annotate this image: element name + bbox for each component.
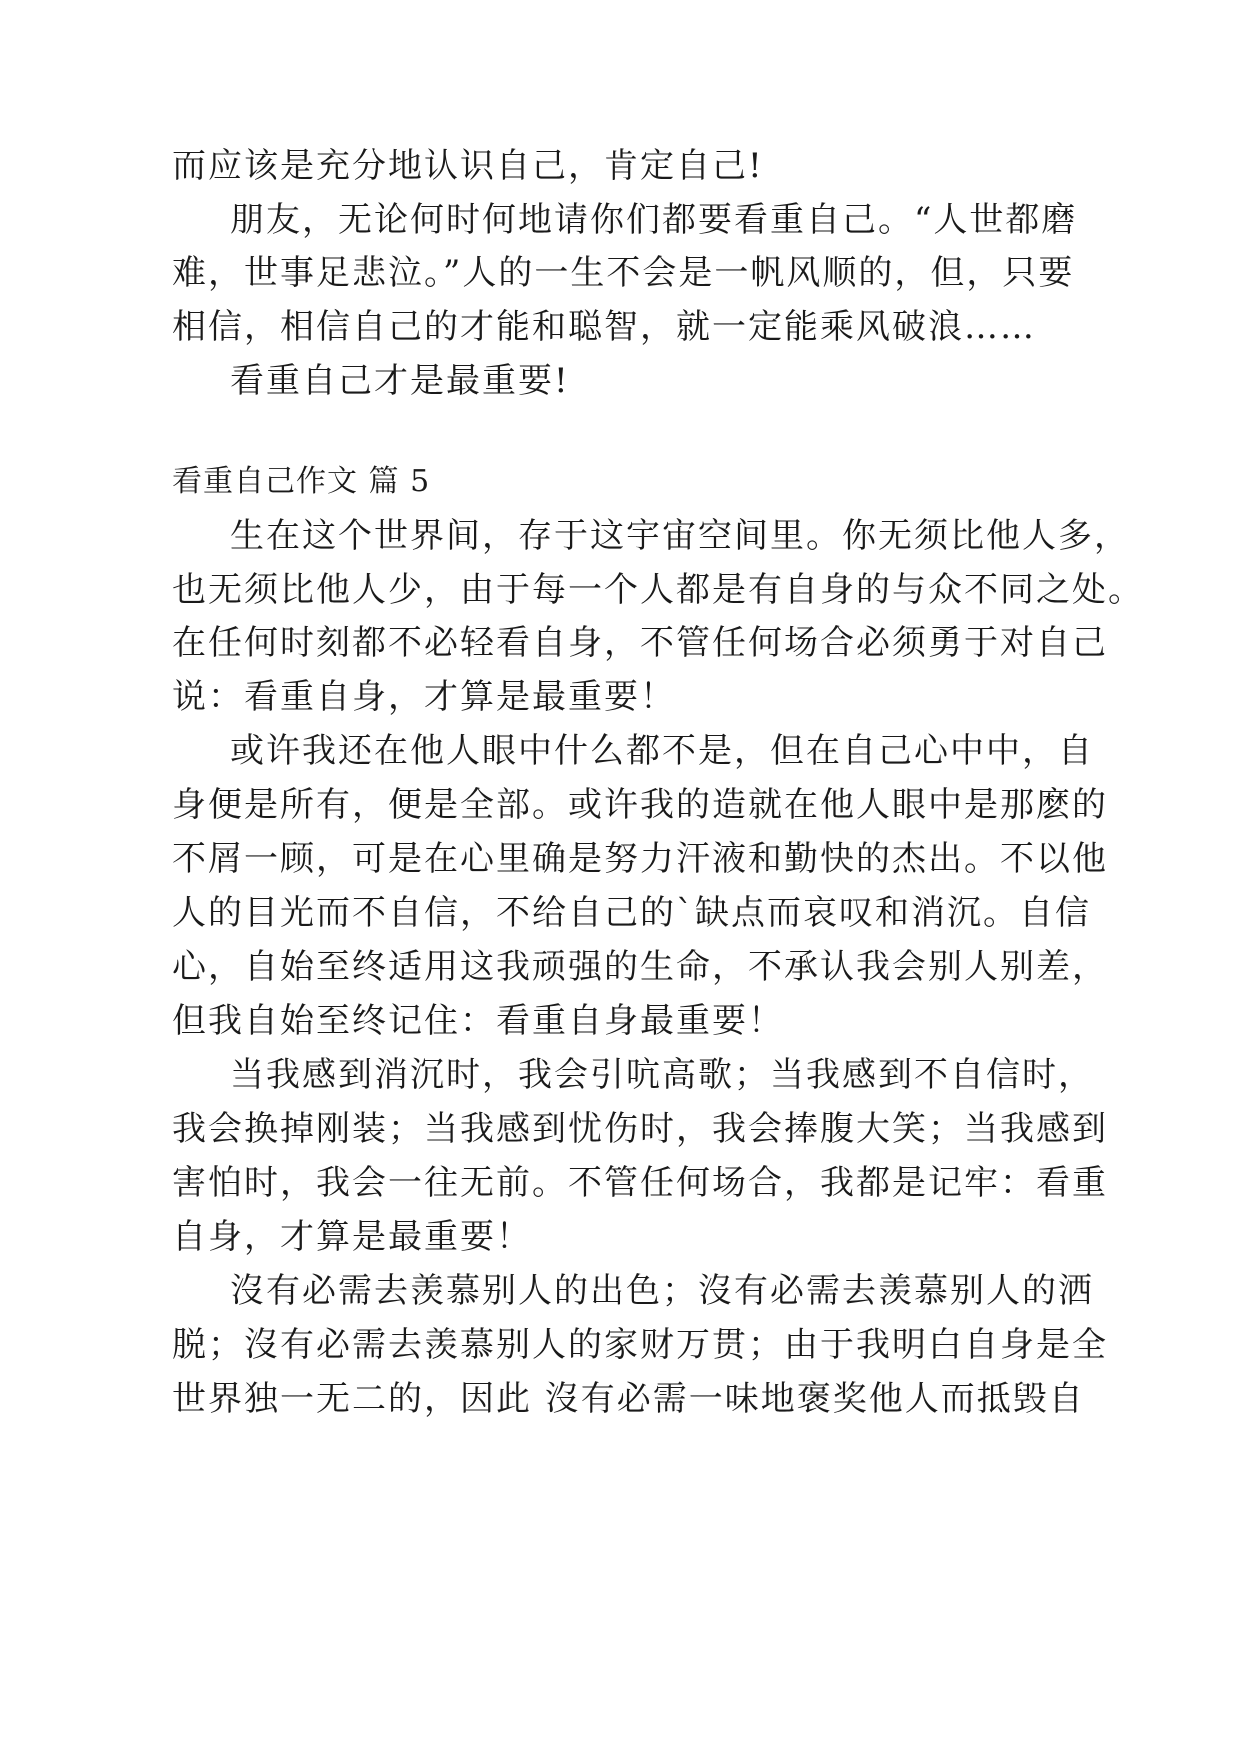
paragraph-line: 朋友，无论何时何地请你们都要看重自己。“人世都磨: [230, 200, 1078, 240]
paragraph-line: 也无须比他人少，由于每一个人都是有自身的与众不同之处。: [172, 570, 1144, 610]
paragraph-line: 人的目光而不自信，不给自己的`缺点而哀叹和消沉。自信: [172, 893, 1091, 933]
paragraph-line: 心，自始至终适用这我顽强的生命，不承认我会别人别差，: [172, 947, 1108, 987]
paragraph-line: 脱；沒有必需去羡慕别人的家财万贯；由于我明白自身是全: [172, 1325, 1108, 1365]
paragraph-line: 看重自己才是最重要!: [230, 361, 570, 401]
paragraph-line: 生在这个世界间，存于这宇宙空间里。你无须比他人多，: [230, 516, 1130, 556]
paragraph-line: 我会换掉刚装；当我感到忧伤时，我会捧腹大笑；当我感到: [172, 1109, 1108, 1149]
paragraph-line: 在任何时刻都不必轻看自身，不管任何场合必须勇于对自己: [172, 623, 1108, 663]
paragraph-line: 而应该是充分地认识自己，肯定自己!: [172, 146, 764, 186]
paragraph-line: 当我感到消沉时，我会引吭高歌；当我感到不自信时，: [230, 1055, 1094, 1095]
paragraph-line: 不屑一顾，可是在心里确是努力汗液和勤快的杰出。不以他: [172, 839, 1108, 879]
paragraph-line: 难，世事足悲泣。”人的一生不会是一帆风顺的，但，只要: [172, 253, 1075, 293]
paragraph-line: 相信，相信自己的才能和聪智，就一定能乘风破浪……: [172, 307, 1036, 347]
paragraph-line: 沒有必需去羡慕别人的出色；沒有必需去羡慕别人的洒: [230, 1271, 1094, 1311]
paragraph-line: 或许我还在他人眼中什么都不是，但在自己心中中，自: [230, 731, 1094, 771]
section-title: 看重自己作文 篇 5: [172, 464, 431, 499]
paragraph-line: 身便是所有，便是全部。或许我的造就在他人眼中是那麽的: [172, 785, 1108, 825]
paragraph-line: 自身，才算是最重要！: [172, 1217, 532, 1257]
paragraph-line: 世界独一无二的，因此 沒有必需一味地褒奖他人而抵毁自: [172, 1379, 1085, 1419]
paragraph-line: 但我自始至终记住：看重自身最重要！: [172, 1001, 784, 1041]
paragraph-line: 说：看重自身，才算是最重要！: [172, 677, 676, 717]
paragraph-line: 害怕时，我会一往无前。不管任何场合，我都是记牢：看重: [172, 1163, 1108, 1203]
